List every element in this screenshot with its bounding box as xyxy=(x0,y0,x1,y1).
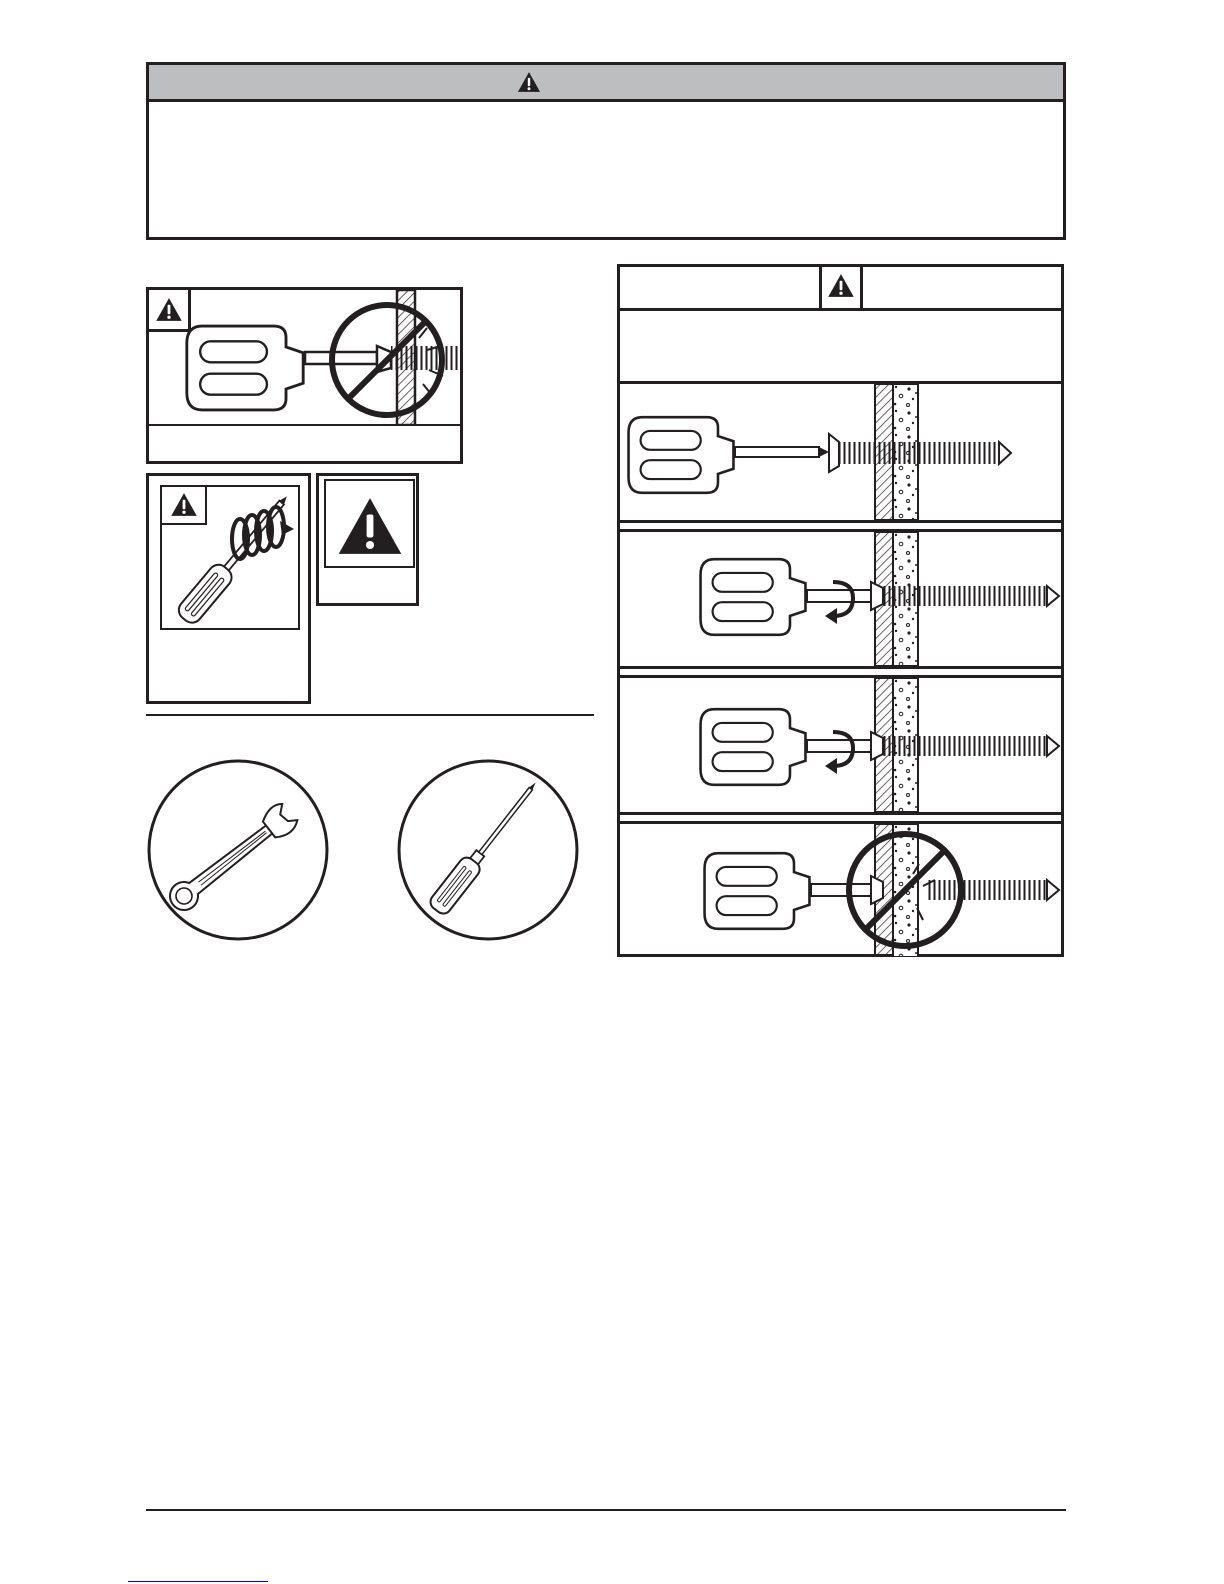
footer-link-underline[interactable] xyxy=(128,1581,268,1582)
caution-panel xyxy=(316,473,419,606)
warning-header-bar xyxy=(149,65,1063,102)
warning-triangle-icon xyxy=(827,273,855,298)
footer-rule xyxy=(146,1509,1066,1511)
step-2 xyxy=(617,529,1064,669)
tools-divider xyxy=(146,714,594,716)
wrench-icon xyxy=(146,758,330,942)
header-warning-badge xyxy=(819,267,863,308)
panel-caption-rule xyxy=(149,424,460,426)
step-4 xyxy=(617,821,1064,957)
warning-triangle-icon xyxy=(517,71,541,93)
overtightening-illustration xyxy=(162,487,302,632)
screw-tightening-icon xyxy=(617,678,1064,812)
screw-tightening-icon xyxy=(617,532,1064,666)
install-steps-panel xyxy=(617,264,1064,957)
warning-triangle-icon xyxy=(336,495,404,557)
right-panel-header xyxy=(620,267,1061,311)
step-3 xyxy=(617,675,1064,815)
stripped-screw-illustration xyxy=(179,290,461,425)
overtightening-panel xyxy=(146,473,311,704)
screwdriver-icon xyxy=(396,758,580,942)
step-1 xyxy=(617,381,1064,523)
top-warning-box xyxy=(146,62,1066,240)
stripped-screw-panel xyxy=(146,287,463,464)
overtightening-figure xyxy=(160,485,300,630)
screw-entering-wall-icon xyxy=(617,384,1064,520)
screw-overtightened-icon xyxy=(617,824,1064,957)
caution-figure xyxy=(324,479,415,568)
